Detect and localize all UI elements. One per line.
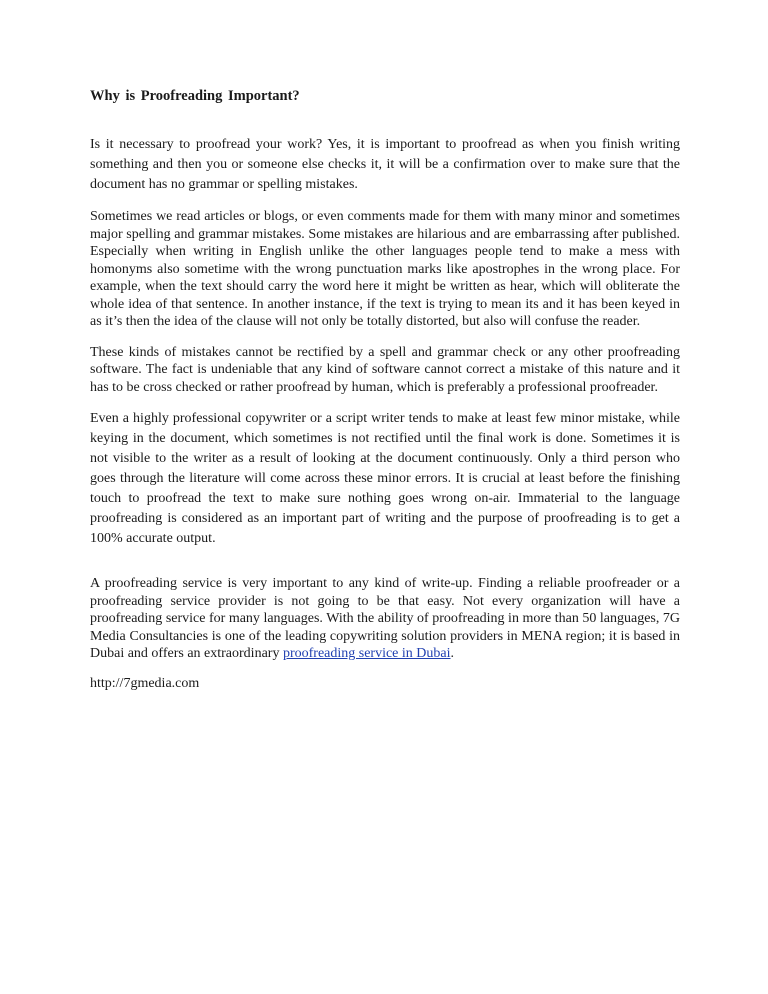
proofreading-service-link[interactable]: proofreading service in Dubai (282, 646, 451, 661)
paragraph-5 (90, 575, 680, 663)
document-page (90, 88, 680, 692)
paragraph-4: Even a highly professional copywriter or a script writer tends to make at least few minor mistake, while keying in the document, which sometimes is not rectified until the final work is done. Sometimes it is not visible to the writer as a result of looking at the document continuously. Only a third person who goes through the literature will come across these minor errors. It is crucial at least before the finishing touch to proofread the text to make sure nothing goes wrong on-air. Immaterial to the language proofreading is considered as an important part of writing and the purpose of proofreading is to get a 100% accurate output. (90, 411, 680, 546)
document-title: Why is Proofreading Important? (90, 88, 300, 104)
paragraph-3: These kinds of mistakes cannot be rectified by a spell and grammar check or any other proofreading software. The fact is undeniable that any kind of software cannot correct a mistake of this nature and it has to be cross checked or rather proofread by human, which is preferably a professional proofreader. (90, 344, 680, 395)
website-url: http://7gmedia.com (90, 675, 200, 691)
paragraph-2: Sometimes we read articles or blogs, or even comments made for them with many minor and sometimes major spelling and grammar mistakes. Some mistakes are hilarious and are embarrassing after published. Especially when writing in English unlike the other languages people tend to make a mess with homonyms also sometime with the wrong punctuation marks like apostrophes in the wrong place. For example, when the text should carry the word here it might be written as hear, which will obliterate the whole idea of that sentence. In another instance, if the text is trying to mean its and it has been keyed in as it’s then the idea of the clause will not only be totally distorted, but also will confuse the reader. (90, 209, 680, 329)
paragraph-5-trailing: . (450, 646, 455, 661)
paragraph-5-text: A proofreading service is very important to any kind of write-up. Finding a reliable proofreader or a proofreading service provider is not going to be that easy. Not every organization will have a proofreading service for many languages. With the ability of proofreading in more than 50 languages, 7G Media Consultancies is one of the leading copywriting solution providers in MENA region; it is based in Dubai and offers an extraordinary (90, 576, 680, 661)
paragraph-1: Is it necessary to proofread your work? Yes, it is important to proofread as when you finish writing something and then you or someone else checks it, it will be a confirmation over to make sure that the document has no grammar or spelling mistakes. (90, 137, 680, 192)
